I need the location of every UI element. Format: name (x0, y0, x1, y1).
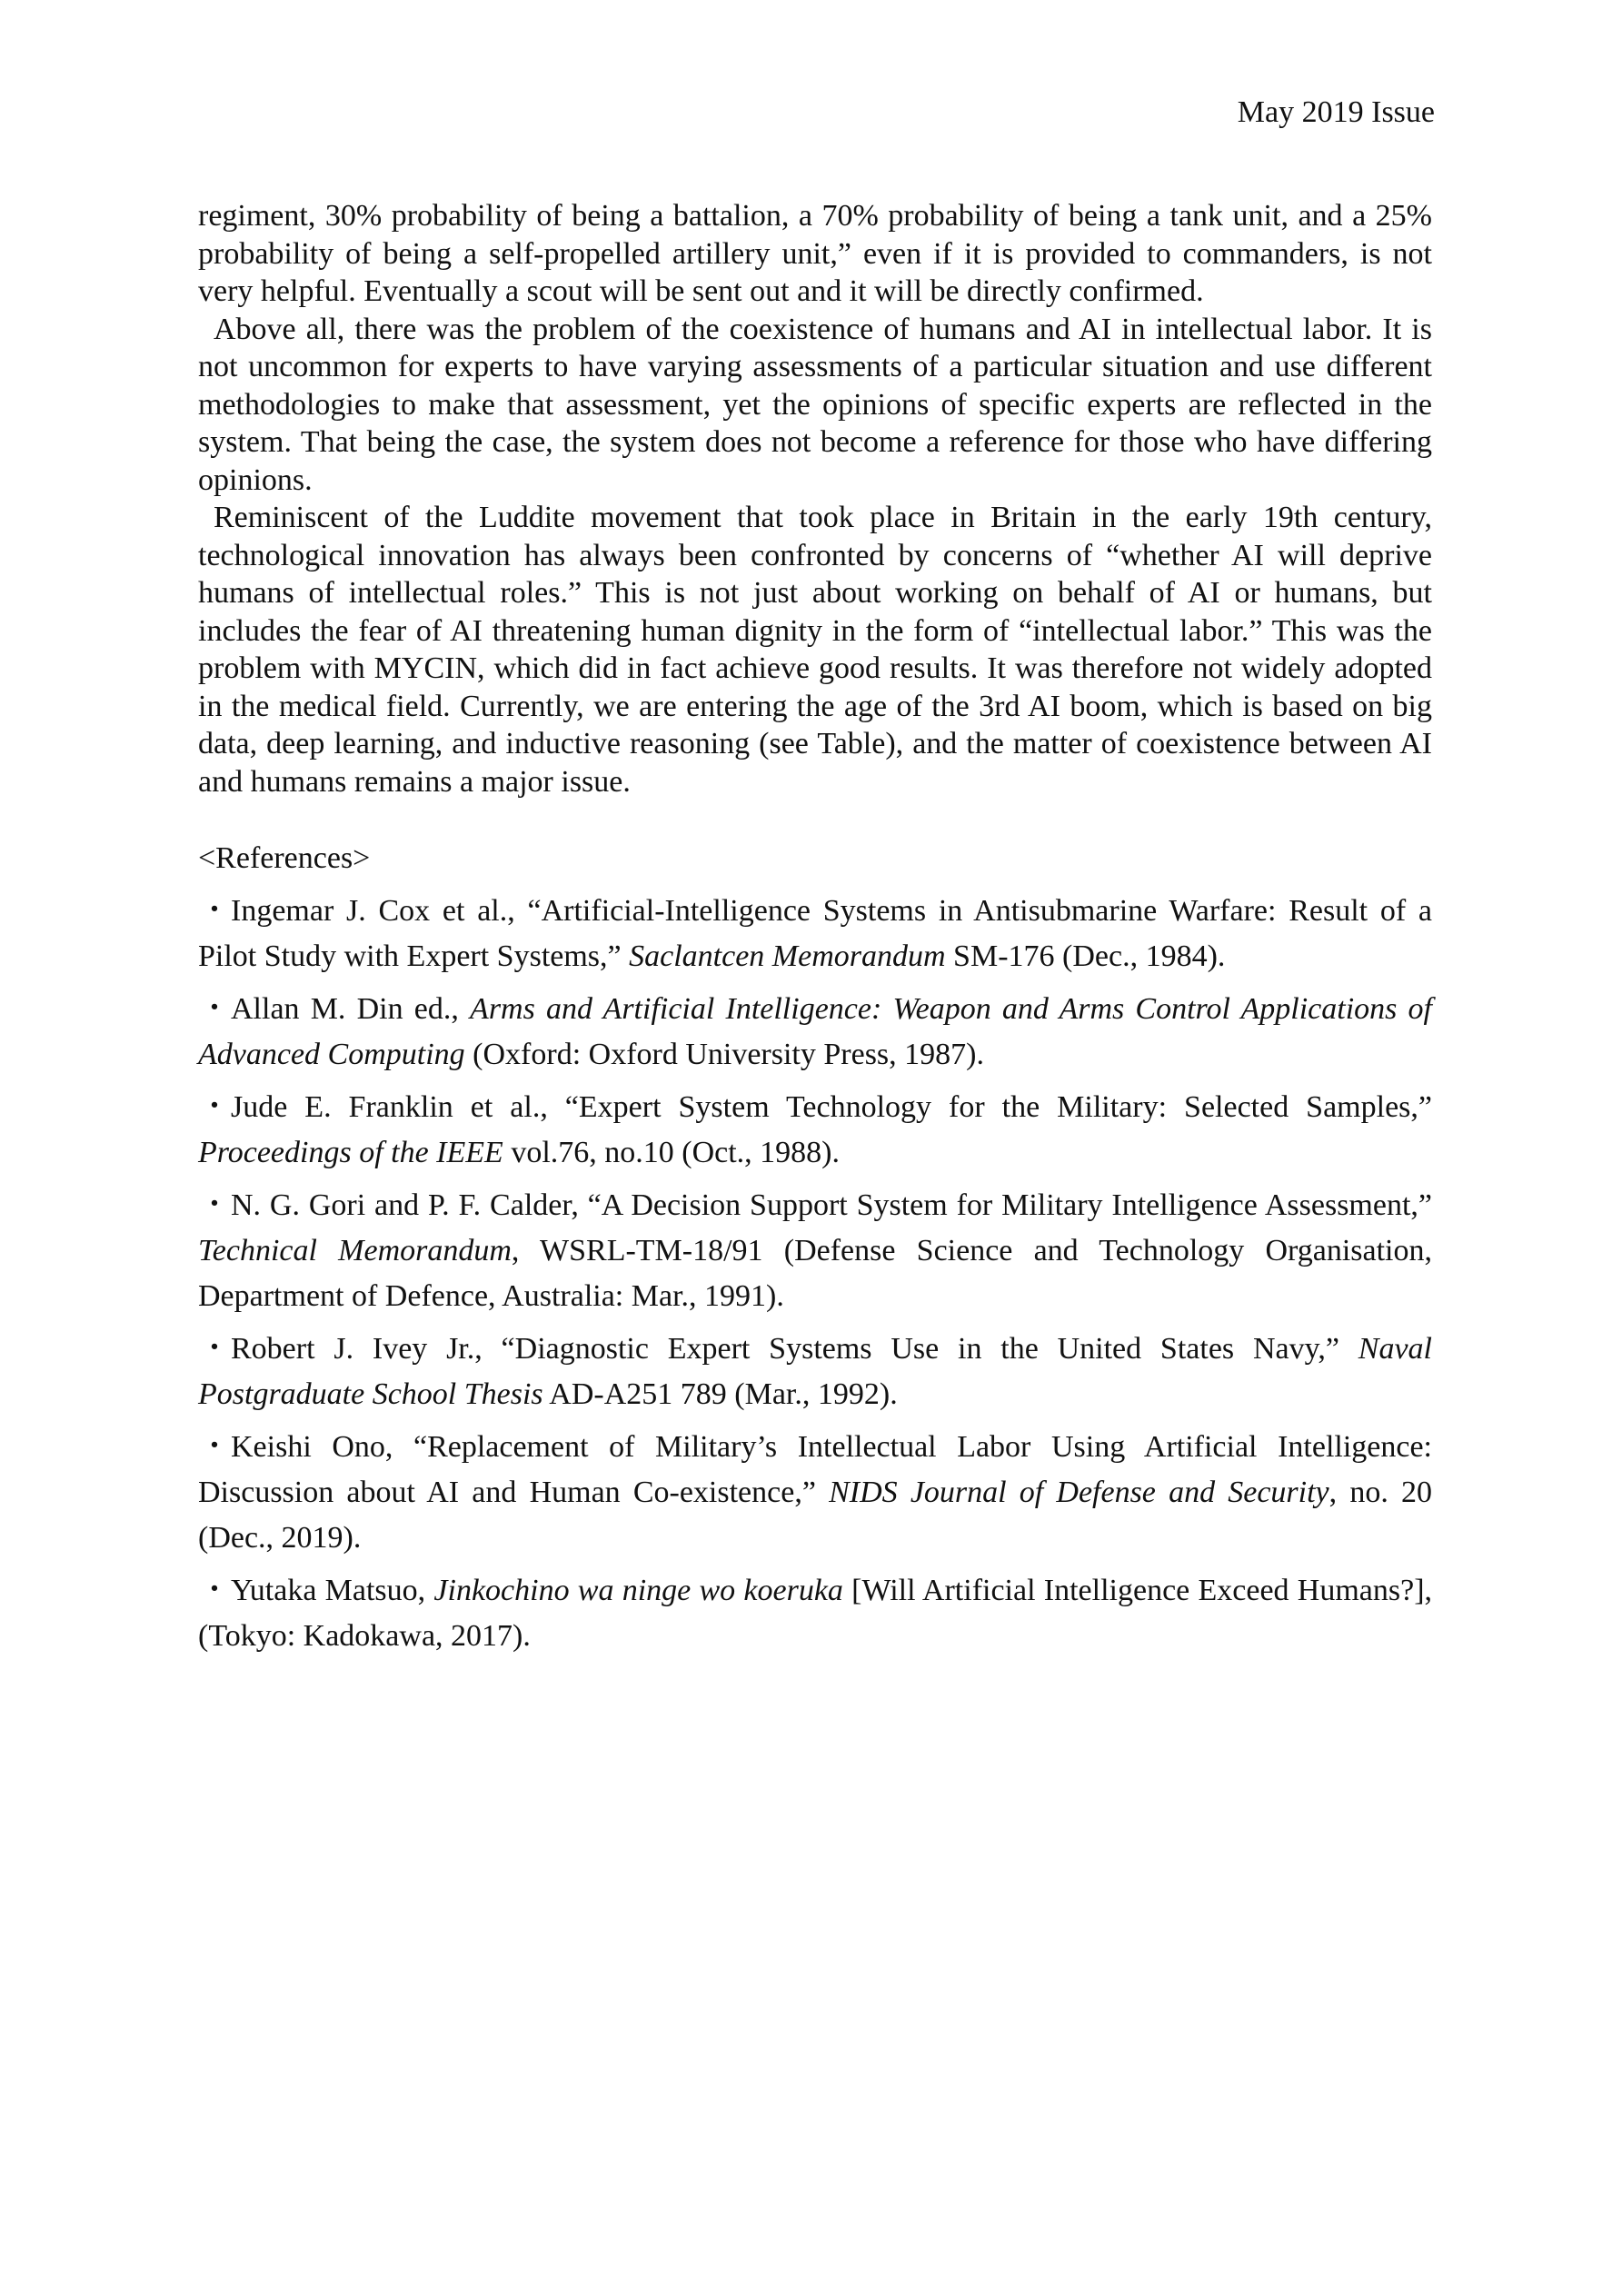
references-heading: <References> (198, 841, 371, 875)
body-paragraph-1: regiment, 30% probability of being a battalion, a 70% probability of being a tank unit, and a 25% probability of being a self-propelled artillery unit,” even if it is provided to commanders, is not very helpful. Eventually a scout will be sent out and it will be directly confirmed. (198, 199, 1432, 308)
reference-item (198, 889, 1432, 979)
reference-details: [Will Artificial Intelligence Exceed Humans?], (Tokyo: Kadokawa, 2017). (198, 1574, 1433, 1653)
reference-details: SM-176 (Dec., 1984). (945, 939, 1226, 973)
issue-label: May 2019 Issue (1237, 95, 1435, 129)
reference-text: Yutaka Matsuo, (231, 1574, 434, 1607)
reference-details: , WSRL-TM-18/91 (Defense Science and Technology Organisation, Department of Defence, Australia: Mar., 1991). (198, 1234, 1432, 1313)
reference-item (198, 1183, 1432, 1319)
reference-title: Naval Postgraduate School Thesis (198, 1332, 1432, 1411)
reference-text: Robert J. Ivey Jr., “Diagnostic Expert Systems Use in the United States Navy,” (231, 1332, 1358, 1366)
reference-title: Jinkochino wa ninge wo koeruka (433, 1574, 843, 1607)
references-section (198, 836, 1432, 1666)
reference-details: vol.76, no.10 (Oct., 1988). (503, 1136, 840, 1169)
reference-title: Technical Memorandum (198, 1234, 512, 1267)
body-paragraph-2: Above all, there was the problem of the coexistence of humans and AI in intellectual labor. It is not uncommon for experts to have varying assessments of a particular situation and use different methodologies to make that assessment, yet the opinions of specific experts are reflected in the system. That being the case, the system does not become a reference for those who have differing opinions. (198, 312, 1432, 497)
bullet-marker: ・ (199, 1188, 230, 1222)
bullet-marker: ・ (199, 894, 230, 928)
bullet-marker: ・ (199, 1090, 230, 1124)
bullet-marker: ・ (199, 992, 230, 1026)
reference-details: AD-A251 789 (Mar., 1992). (542, 1377, 898, 1411)
body-text (198, 197, 1432, 800)
reference-item (198, 1085, 1432, 1176)
reference-text: Jude E. Franklin et al., “Expert System Technology for the Military: Selected Samples,” (231, 1090, 1432, 1124)
bullet-marker: ・ (199, 1332, 230, 1366)
reference-title: Saclantcen Memorandum (629, 939, 946, 973)
reference-details: (Oxford: Oxford University Press, 1987). (464, 1038, 984, 1071)
reference-text: Allan M. Din ed., (231, 992, 471, 1026)
reference-item (198, 1327, 1432, 1417)
reference-title: NIDS Journal of Defense and Security (829, 1476, 1329, 1509)
reference-details: , no. 20 (Dec., 2019). (198, 1476, 1433, 1555)
reference-title: Proceedings of the IEEE (198, 1136, 503, 1169)
reference-item (198, 1568, 1432, 1659)
reference-text: Ingemar J. Cox et al., “Artificial-Intelligence Systems in Antisubmarine Warfare: Result of a Pilot Study with Expert Systems,” (198, 894, 1432, 973)
reference-title: Arms and Artificial Intelligence: Weapon and Arms Control Applications of Advanced Computing (198, 992, 1433, 1071)
reference-text: Keishi Ono, “Replacement of Military’s Intellectual Labor Using Artificial Intelligence: Discussion about AI and Human Co-existence,” (198, 1430, 1432, 1509)
reference-text: N. G. Gori and P. F. Calder, “A Decision Support System for Military Intelligence Assessment,” (231, 1188, 1432, 1222)
body-paragraph-3: Reminiscent of the Luddite movement that took place in Britain in the early 19th century, technological innovation has always been confronted by concerns of “whether AI will deprive humans of intellectual roles.” This is not just about working on behalf of AI or humans, but includes the fear of AI threatening human dignity in the form of “intellectual labor.” This was the problem with MYCIN, which did in fact achieve good results. It was therefore not widely adopted in the medical field. Currently, we are entering the age of the 3rd AI boom, which is based on big data, deep learning, and inductive reasoning (see Table), and the matter of coexistence between AI and humans remains a major issue. (198, 501, 1432, 799)
bullet-marker: ・ (199, 1430, 230, 1464)
bullet-marker: ・ (199, 1574, 230, 1607)
reference-item (198, 1425, 1432, 1561)
reference-item (198, 987, 1432, 1078)
